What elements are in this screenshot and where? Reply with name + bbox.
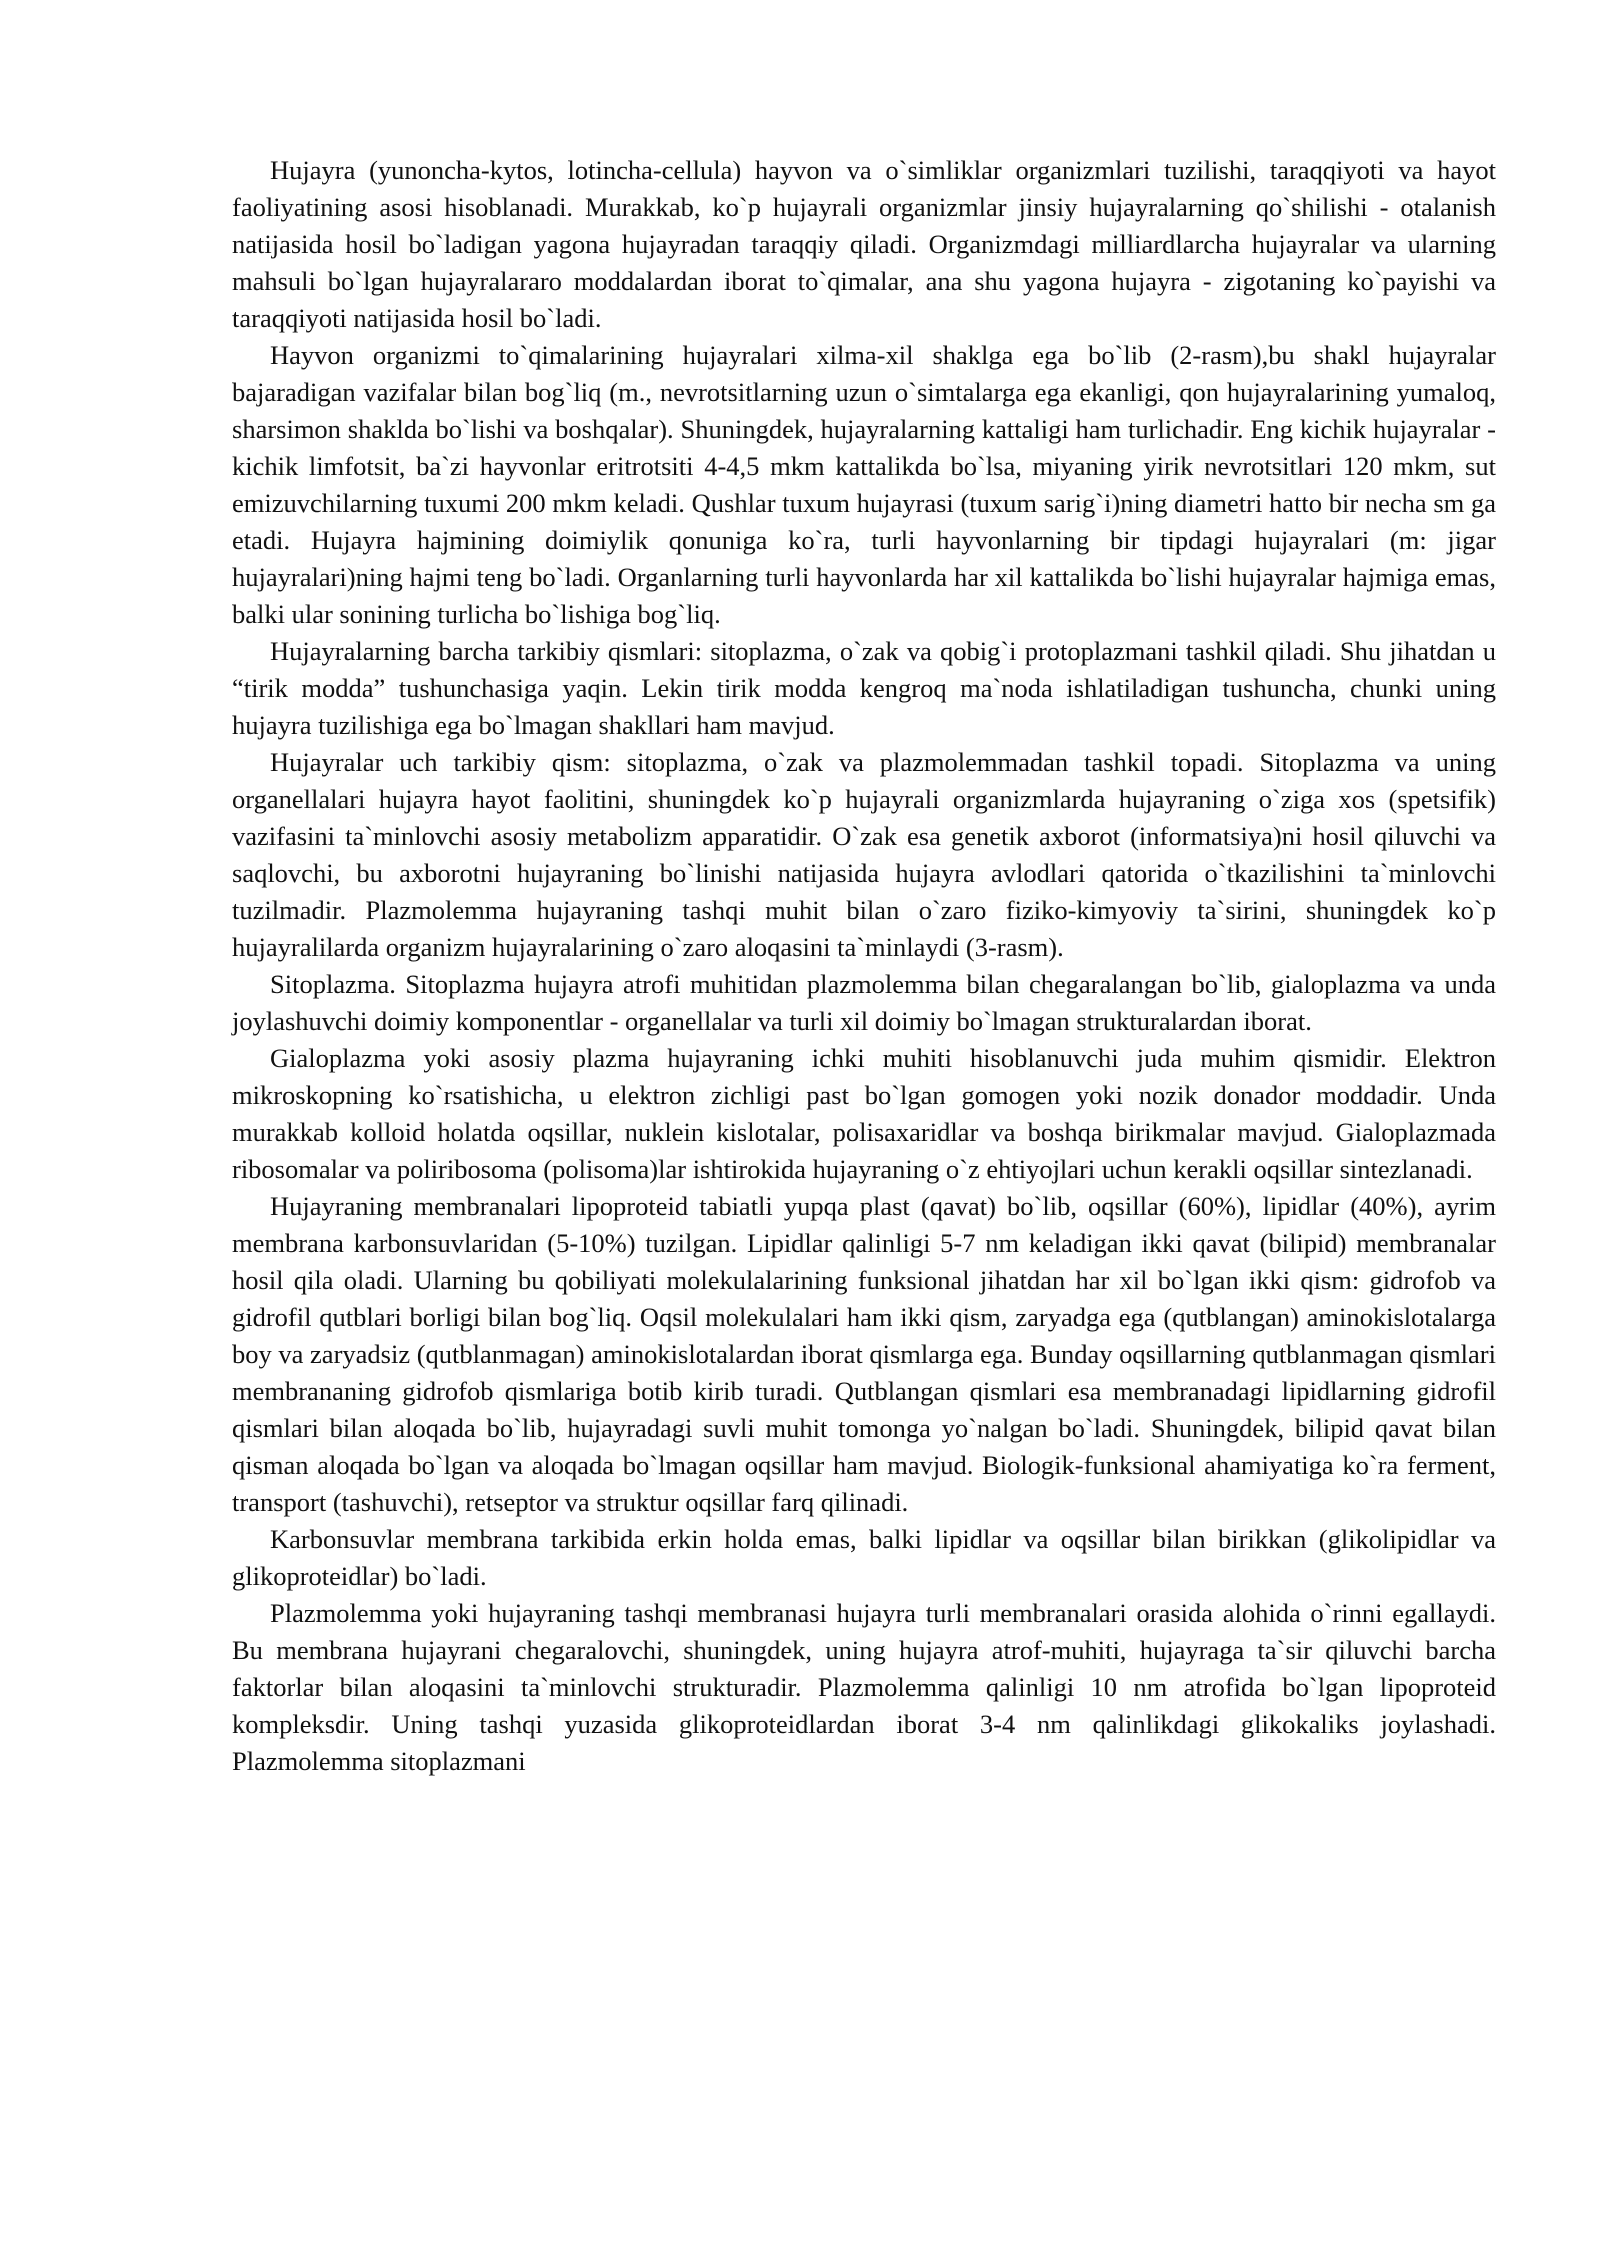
paragraph-cell-definition: Hujayra (yunoncha-kytos, lotincha-cellula) hayvon va o`simliklar organizmlari tuzilishi, taraqqiyoti va hayot faoliyatining asosi hisoblanadi. Murakkab, ko`p hujayrali organizmlar jinsiy hujayralarning qo`shilishi - otalanish natijasida hosil bo`ladigan yagona hujayradan taraqqiy qiladi. Organizmdagi milliardlarcha hujayralar va ularning mahsuli bo`lgan hujayralararo moddalardan iborat to`qimalar, ana shu yagona hujayra - zigotaning ko`payishi va taraqqiyoti natijasida hosil bo`ladi. xyxy=(232,155,1496,333)
paragraph-protoplasm: Hujayralarning barcha tarkibiy qismlari: sitoplazma, o`zak va qobig`i protoplazmani tashkil qiladi. Shu jihatdan u “tirik modda” tushunchasiga yaqin. Lekin tirik modda kengroq ma`noda ishlatiladigan tushuncha, chunki uning hujayra tuzilishiga ega bo`lmagan shakllari ham mavjud. xyxy=(232,636,1496,740)
paragraph-membranes: Hujayraning membranalari lipoproteid tabiatli yupqa plast (qavat) bo`lib, oqsillar (60%), lipidlar (40%), ayrim membrana karbonsuvlaridan (5-10%) tuzilgan. Lipidlar qalinligi 5-7 nm keladigan ikki qavat (bilipid) membranalar hosil qila oladi. Ularning bu qobiliyati molekulalarining funksional jihatdan har xil bo`lgan ikki qism: gidrofob va gidrofil qutblari borligi bilan bog`liq. Oqsil molekulalari ham ikki qism, zaryadga ega (qutblangan) aminokislotalarga boy va zaryadsiz (qutblanmagan) aminokislotalardan iborat qismlarga ega. Bunday oqsillarning qutblanmagan qismlari membrananing gidrofob qismlariga botib kirib turadi. Qutblangan qismlari esa membranadagi lipidlarning gidrofil qismlari bilan aloqada bo`lib, hujayradagi suvli muhit tomonga yo`nalgan bo`ladi. Shuningdek, bilipid qavat bilan qisman aloqada bo`lgan va aloqada bo`lmagan oqsillar ham mavjud. Biologik-funksional ahamiyatiga ko`ra ferment, transport (tashuvchi), retseptor va struktur oqsillar farq qilinadi. xyxy=(232,1191,1496,1517)
paragraph-cell-components: Hujayralar uch tarkibiy qism: sitoplazma, o`zak va plazmolemmadan tashkil topadi. Sitoplazma va uning organellalari hujayra hayot faolitini, shuningdek ko`p hujayrali organizmlarda hujayraning o`ziga xos (spetsifik) vazifasini ta`minlovchi asosiy metabolizm apparatidir. O`zak esa genetik axborot (informatsiya)ni hosil qiluvchi va saqlovchi, bu axborotni hujayraning bo`linishi natijasida hujayra avlodlari qatorida o`tkazilishini ta`minlovchi tuzilmadir. Plazmolemma hujayraning tashqi muhit bilan o`zaro fiziko-kimyoviy ta`sirini, shuningdek ko`p hujayralilarda organizm hujayralarining o`zaro aloqasini ta`minlaydi (3-rasm). xyxy=(232,747,1496,962)
paragraph-carbohydrates: Karbonsuvlar membrana tarkibida erkin holda emas, balki lipidlar va oqsillar bilan birikkan (glikolipidlar va glikoproteidlar) bo`ladi. xyxy=(232,1524,1496,1591)
document-page xyxy=(232,152,1496,1780)
paragraph-plasmalemma: Plazmolemma yoki hujayraning tashqi membranasi hujayra turli membranalari orasida alohida o`rinni egallaydi. Bu membrana hujayrani chegaralovchi, shuningdek, uning hujayra atrof-muhiti, hujayraga ta`sir qiluvchi barcha faktorlar bilan aloqasini ta`minlovchi strukturadir. Plazmolemma qalinligi 10 nm atrofida bo`lgan lipoproteid kompleksdir. Uning tashqi yuzasida glikoproteidlardan iborat 3-4 nm qalinlikdagi glikokaliks joylashadi. Plazmolemma sitoplazmani xyxy=(232,1598,1496,1776)
paragraph-cytoplasm: Sitoplazma. Sitoplazma hujayra atrofi muhitidan plazmolemma bilan chegaralangan bo`lib, gialoplazma va unda joylashuvchi doimiy komponentlar - organellalar va turli xil doimiy bo`lmagan strukturalardan iborat. xyxy=(232,969,1496,1036)
paragraph-cell-shape-size: Hayvon organizmi to`qimalarining hujayralari xilma-xil shaklga ega bo`lib (2-rasm),bu shakl hujayralar bajaradigan vazifalar bilan bog`liq (m., nevrotsitlarning uzun o`simtalarga ega ekanligi, qon hujayralarining yumaloq, sharsimon shaklda bo`lishi va boshqalar). Shuningdek, hujayralarning kattaligi ham turlichadir. Eng kichik hujayralar - kichik limfotsit, ba`zi hayvonlar eritrotsiti 4-4,5 mkm kattalikda bo`lsa, miyaning yirik nevrotsitlari 120 mkm, sut emizuvchilarning tuxumi 200 mkm keladi. Qushlar tuxum hujayrasi (tuxum sarig`i)ning diametri hatto bir necha sm ga etadi. Hujayra hajmining doimiylik qonuniga ko`ra, turli hayvonlarning bir tipdagi hujayralari (m: jigar hujayralari)ning hajmi teng bo`ladi. Organlarning turli hayvonlarda har xil kattalikda bo`lishi hujayralar hajmiga emas, balki ular sonining turlicha bo`lishiga bog`liq. xyxy=(232,340,1496,629)
paragraph-hyaloplasm: Gialoplazma yoki asosiy plazma hujayraning ichki muhiti hisoblanuvchi juda muhim qismidir. Elektron mikroskopning ko`rsatishicha, u elektron zichligi past bo`lgan gomogen yoki nozik donador moddadir. Unda murakkab kolloid holatda oqsillar, nuklein kislotalar, polisaxaridlar va boshqa birikmalar mavjud. Gialoplazmada ribosomalar va poliribosoma (polisoma)lar ishtirokida hujayraning o`z ehtiyojlari uchun kerakli oqsillar sintezlanadi. xyxy=(232,1043,1496,1184)
